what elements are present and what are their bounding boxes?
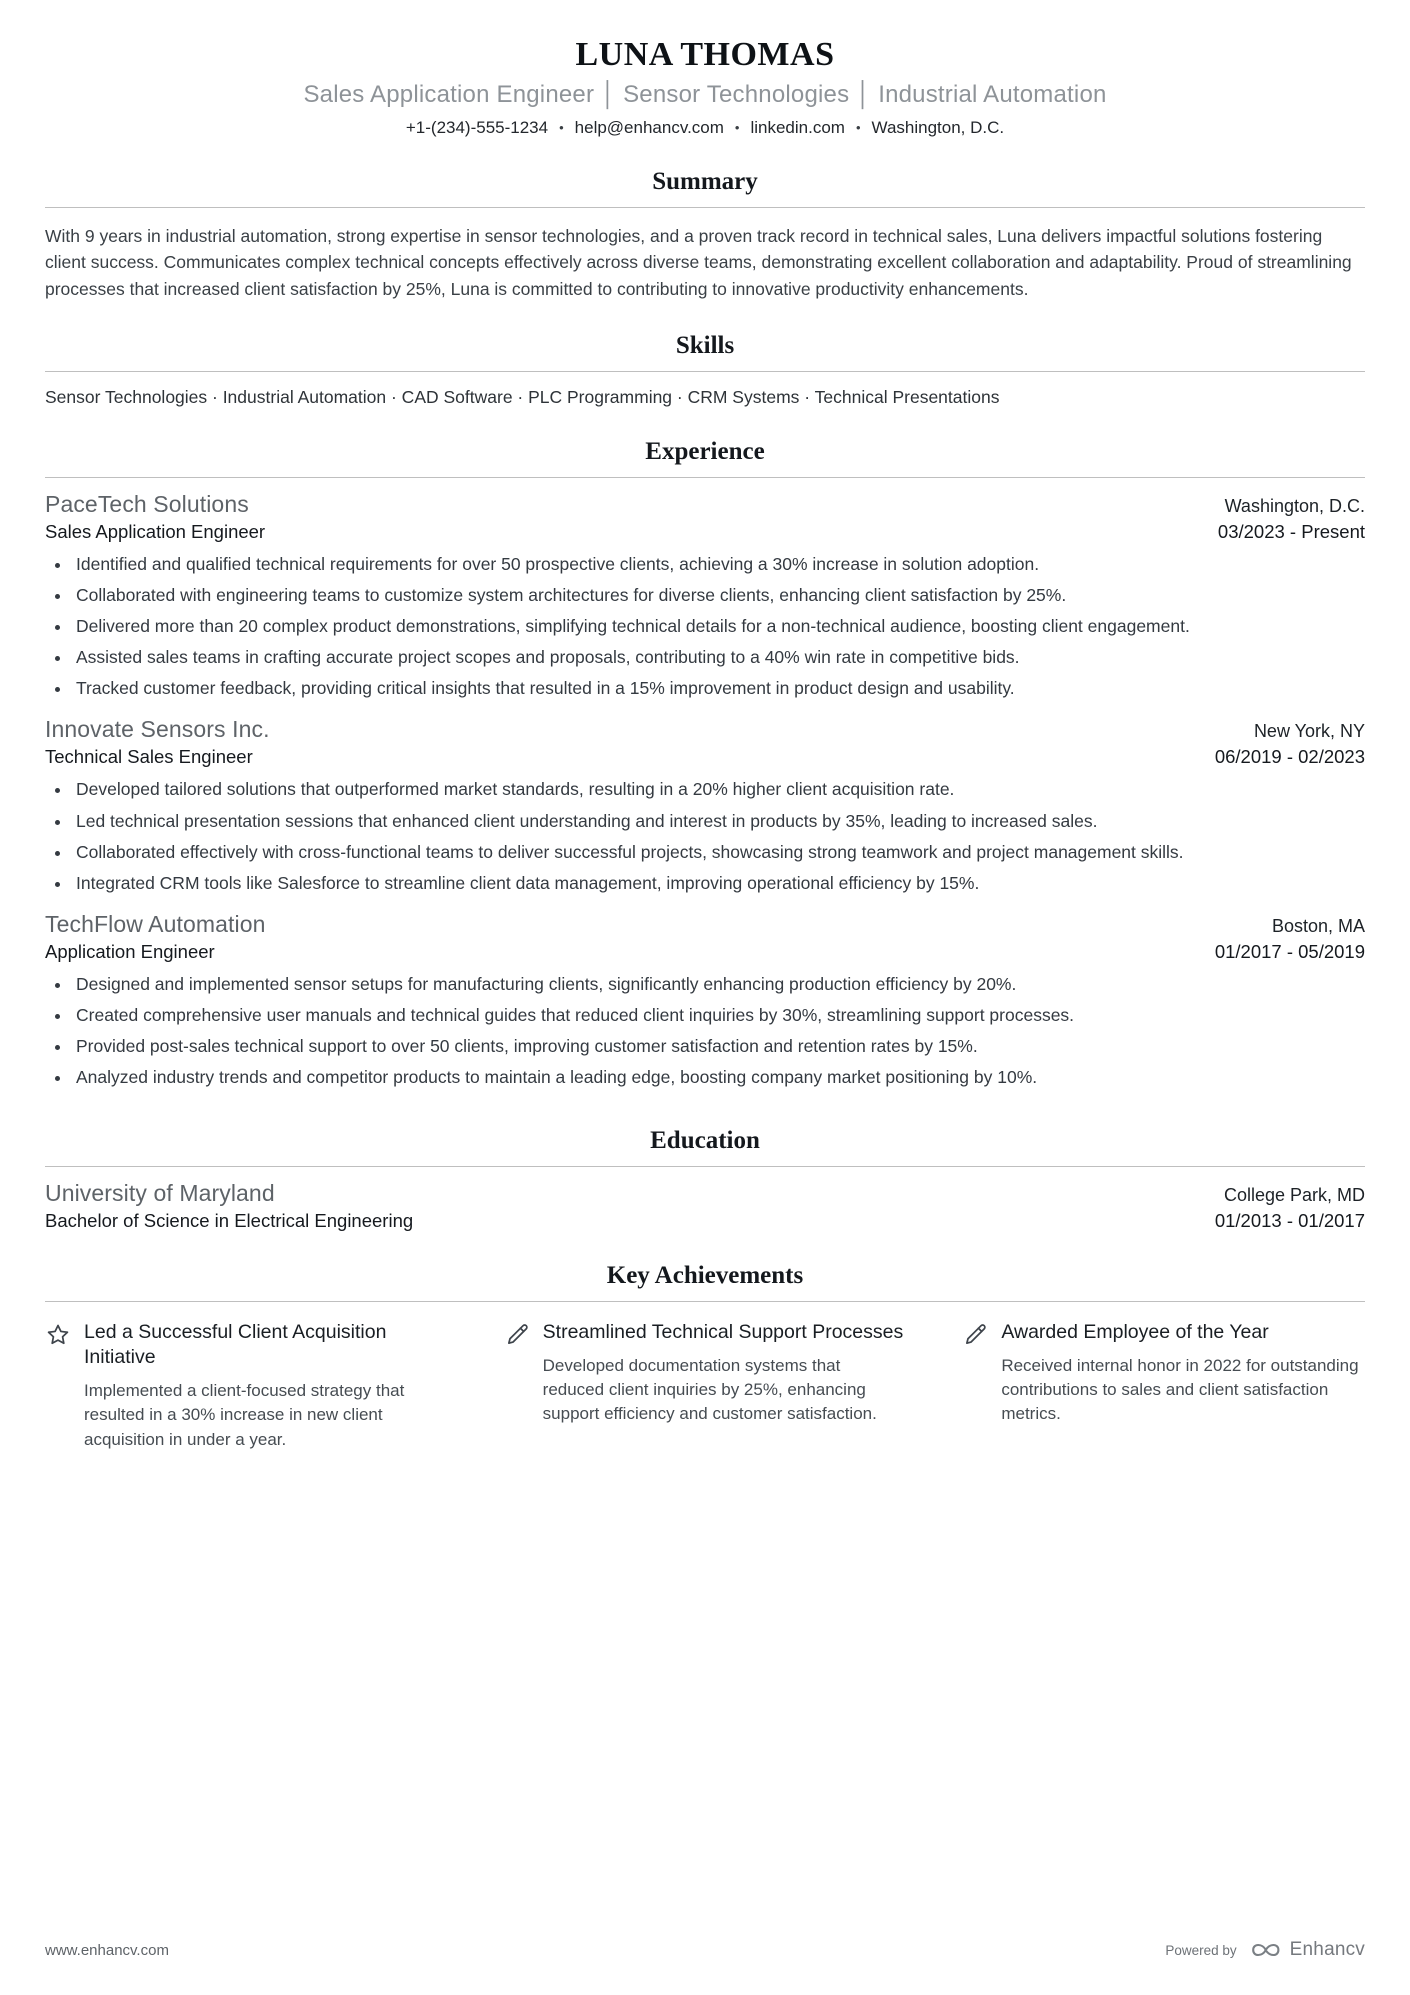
bullet-item: • Assisted sales teams in crafting accurate project scopes and proposals, contributing to a 40% win rate in competitive bids.: [72, 645, 1365, 669]
bullet-item: • Identified and qualified technical requirements for over 50 prospective clients, achieving a 30% increase in solution adoption.: [72, 552, 1365, 576]
job-subheader-row: [45, 941, 1365, 963]
section-divider: [45, 477, 1365, 478]
achievement-title: Streamlined Technical Support Processes: [542, 1320, 904, 1343]
powered-by: [1165, 1939, 1365, 1961]
website-text: www.enhancv.com: [45, 1941, 169, 1959]
section-divider: [45, 1301, 1365, 1302]
pen-icon: [962, 1322, 988, 1348]
job-header-row: [45, 911, 1365, 938]
degree-name: Bachelor of Science in Electrical Engineering: [45, 1209, 414, 1231]
contact-item: help@enhancv.com: [574, 118, 724, 137]
company-name: PaceTech Solutions: [45, 490, 249, 517]
experience-entry: [45, 716, 1365, 895]
job-title: Technical Sales Engineer: [45, 746, 253, 768]
bullet-item: • Provided post-sales technical support to over 50 clients, improving customer satisfaction and retention rates by 15%.: [72, 1034, 1365, 1058]
experience-heading: Experience: [645, 437, 765, 465]
job-dates: 06/2019 - 02/2023: [1214, 746, 1365, 768]
bullet-item: • Created comprehensive user manuals and technical guides that reduced client inquiries by 30%, streamlining support processes.: [72, 1003, 1365, 1027]
education-heading: Education: [650, 1126, 760, 1154]
section-divider: [45, 371, 1365, 372]
job-bullets: [45, 552, 1365, 701]
achievements-section: [45, 1262, 1365, 1452]
candidate-headline: Sales Application Engineer │ Sensor Technologies │ Industrial Automation: [303, 81, 1107, 108]
company-name: TechFlow Automation: [45, 911, 266, 938]
achievement-title: Awarded Employee of the Year: [1001, 1320, 1269, 1343]
contact-item: linkedin.com: [750, 118, 845, 137]
achievement-item: [45, 1320, 448, 1452]
job-title: Application Engineer: [45, 941, 215, 963]
school-name: University of Maryland: [45, 1179, 275, 1206]
job-header-row: [45, 716, 1365, 743]
experience-entry: [45, 911, 1365, 1090]
achievement-body: [1001, 1320, 1365, 1427]
skills-section: [45, 332, 1365, 408]
job-header-row: [45, 491, 1365, 518]
achievement-item: [962, 1320, 1365, 1452]
dot-separator: •: [559, 120, 564, 135]
achievements-grid: [45, 1320, 1365, 1452]
job-dates: 03/2023 - Present: [1217, 520, 1365, 542]
skills-list: Sensor Technologies · Industrial Automation · CAD Software · PLC Programming · CRM Systems · Technical Presentations: [45, 386, 1000, 407]
bullet-item: • Collaborated effectively with cross-functional teams to deliver successful projects, showcasing strong teamwork and project management skills.: [72, 840, 1365, 864]
powered-by-label: Powered by: [1165, 1942, 1237, 1958]
summary-heading: Summary: [652, 168, 758, 195]
summary-section: [45, 168, 1365, 302]
bullet-item: • Analyzed industry trends and competitor products to maintain a leading edge, boosting company market positioning by 10%.: [72, 1065, 1365, 1089]
star-icon: [45, 1322, 71, 1348]
pen-icon: [504, 1322, 530, 1348]
job-location: New York, NY: [1253, 721, 1365, 742]
school-location: College Park, MD: [1223, 1184, 1365, 1205]
dot-separator: •: [855, 120, 861, 135]
job-title: Sales Application Engineer: [45, 520, 266, 542]
achievement-body: [84, 1320, 448, 1452]
experience-section: [45, 438, 1365, 1097]
job-subheader-row: [45, 521, 1365, 543]
bullet-item: • Integrated CRM tools like Salesforce to streamline client data management, improving operational efficiency by 15%.: [72, 871, 1365, 895]
summary-text: With 9 years in industrial automation, strong expertise in sensor technologies, and a proven track record in technical sales, Luna delivers impactful solutions fostering client success. Communicates complex technical concepts effectively across diverse teams, demonstrating excellent collaboration and adaptability. Proud of streamlining processes that increased client satisfaction by 25%, Luna is committed to contributing to innovative productivity enhancements.: [45, 226, 1352, 299]
contact-item: Washington, D.C.: [871, 118, 1005, 137]
skills-heading: Skills: [675, 331, 735, 359]
bullet-item: • Collaborated with engineering teams to customize system architectures for diverse clients, enhancing client satisfaction by 25%.: [72, 583, 1365, 607]
experience-entry: [45, 491, 1365, 701]
bullet-item: • Designed and implemented sensor setups for manufacturing clients, significantly enhancing production efficiency by 20%.: [72, 972, 1365, 996]
bullet-item: • Developed tailored solutions that outperformed market standards, resulting in a 20% higher client acquisition rate.: [72, 777, 1365, 801]
contact-item: +1-(234)-555-1234: [405, 118, 549, 137]
education-entry: [45, 1180, 1365, 1232]
job-dates: 01/2017 - 05/2019: [1214, 941, 1365, 963]
resume-header: [45, 36, 1365, 138]
section-divider: [45, 207, 1365, 208]
bullet-item: • Led technical presentation sessions that enhanced client understanding and interest in products by 35%, leading to increased sales.: [72, 809, 1365, 833]
job-bullets: [45, 972, 1365, 1090]
company-name: Innovate Sensors Inc.: [45, 716, 270, 743]
candidate-name: LUNA THOMAS: [575, 36, 835, 73]
education-header-row: [45, 1180, 1365, 1207]
section-divider: [45, 1166, 1365, 1167]
achievement-text: Developed documentation systems that reduced client inquiries by 25%, enhancing support efficiency and customer satisfaction.: [542, 1355, 877, 1424]
job-location: Boston, MA: [1271, 916, 1365, 937]
bullet-item: • Delivered more than 20 complex product demonstrations, simplifying technical details for a non-technical audience, boosting client engagement.: [72, 614, 1365, 638]
job-subheader-row: [45, 746, 1365, 768]
page-footer: [45, 1939, 1365, 1961]
bullet-item: • Tracked customer feedback, providing critical insights that resulted in a 15% improvement in product design and usability.: [72, 676, 1365, 700]
education-subheader-row: [45, 1210, 1365, 1232]
achievement-body: [543, 1320, 907, 1427]
education-section: [45, 1127, 1365, 1232]
job-location: Washington, D.C.: [1224, 495, 1365, 516]
achievement-text: Implemented a client-focused strategy that resulted in a 30% increase in new client acquisition in under a year.: [84, 1381, 405, 1449]
enhancv-logo-icon: [1249, 1940, 1283, 1960]
achievement-text: Received internal honor in 2022 for outstanding contributions to sales and client satisfaction metrics.: [1001, 1355, 1359, 1424]
education-dates: 01/2013 - 01/2017: [1214, 1209, 1365, 1231]
achievement-title: Led a Successful Client Acquisition Initiative: [84, 1320, 387, 1368]
contact-line: [45, 118, 1365, 138]
enhancv-brand-text: Enhancv: [1289, 1939, 1365, 1960]
achievement-item: [504, 1320, 907, 1452]
dot-separator: •: [734, 120, 740, 135]
achievements-heading: Key Achievements: [606, 1261, 804, 1289]
job-bullets: [45, 777, 1365, 895]
